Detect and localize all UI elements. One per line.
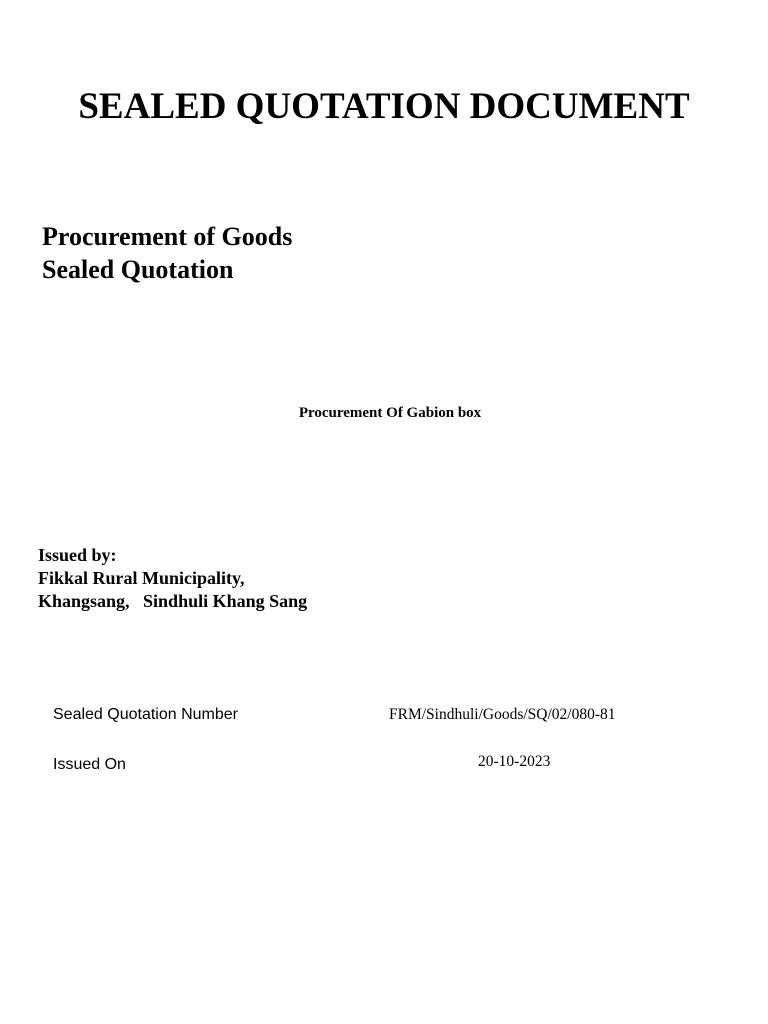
quotation-number-label: Sealed Quotation Number: [53, 706, 238, 723]
issuer-address: Khangsang, Sindhuli Khang Sang: [38, 591, 308, 611]
issued-on-value: 20-10-2023: [478, 753, 551, 770]
issuer-block: [38, 544, 307, 613]
issuer-label: Issued by:: [38, 545, 117, 565]
procurement-type-block: [42, 220, 292, 286]
procurement-subject: Procurement Of Gabion box: [298, 405, 482, 421]
procurement-method-line: Sealed Quotation: [42, 255, 234, 284]
document-title: SEALED QUOTATION DOCUMENT: [78, 86, 690, 127]
issuer-name: Fikkal Rural Municipality,: [38, 568, 245, 588]
issued-on-label: Issued On: [53, 756, 126, 773]
quotation-number-value: FRM/Sindhuli/Goods/SQ/02/080-81: [389, 706, 616, 723]
procurement-type-line: Procurement of Goods: [42, 222, 293, 251]
